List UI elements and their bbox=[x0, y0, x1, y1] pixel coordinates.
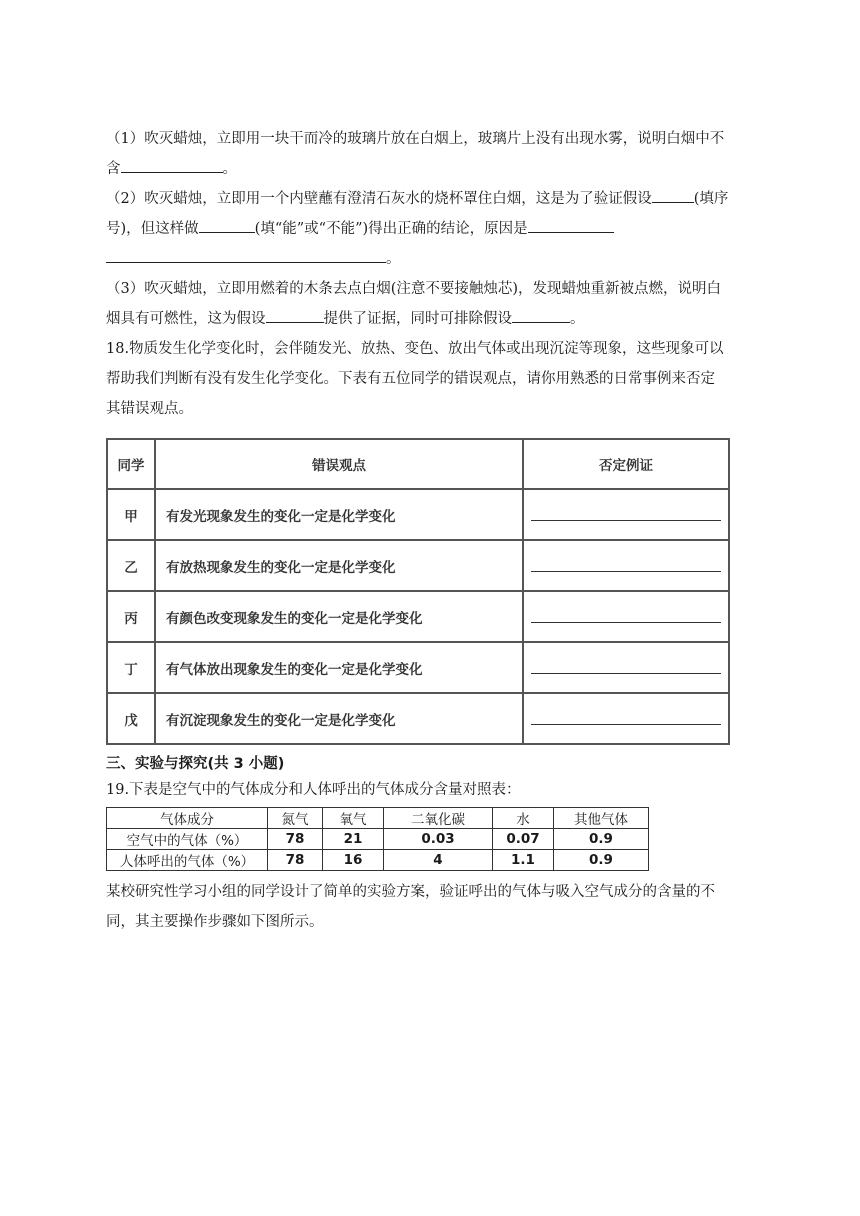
student-name: 丁 bbox=[107, 642, 155, 693]
cell-value: 78 bbox=[268, 829, 323, 850]
counter-example-cell bbox=[523, 489, 729, 540]
q19-text: 某校研究性学习小组的同学设计了简单的实验方案，验证呼出的气体与吸入空气成分的含量的不 bbox=[106, 884, 715, 900]
table-row bbox=[107, 850, 649, 871]
section-heading: 三、实验与探究(共 3 小题) bbox=[106, 756, 285, 772]
column-header: 否定例证 bbox=[523, 439, 729, 489]
counter-example-cell bbox=[523, 642, 729, 693]
cell-value: 0.07 bbox=[493, 829, 554, 850]
table-header-row bbox=[107, 439, 729, 489]
table-row bbox=[107, 540, 729, 591]
cell-value: 0.9 bbox=[554, 850, 649, 871]
answer-blank[interactable] bbox=[531, 657, 721, 674]
q19-intro: 19.下表是空气中的气体成分和人体呼出的气体成分含量对照表： bbox=[106, 782, 521, 798]
answer-blank[interactable] bbox=[528, 218, 614, 233]
table-row bbox=[107, 642, 729, 693]
q1-line-1: （1）吹灭蜡烛，立即用一块干而冷的玻璃片放在白烟上，玻璃片上没有出现水雾，说明白烟中不 bbox=[106, 131, 725, 147]
gas-composition-table bbox=[106, 807, 649, 871]
table-row bbox=[107, 591, 729, 642]
column-header: 同学 bbox=[107, 439, 155, 489]
answer-blank[interactable] bbox=[512, 308, 570, 323]
column-header: 气体成分 bbox=[107, 808, 268, 829]
wrong-view: 有颜色改变现象发生的变化一定是化学变化 bbox=[155, 591, 523, 642]
q3-line-1: （3）吹灭蜡烛，立即用燃着的木条去点白烟(注意不要接触烛芯)，发现蜡烛重新被点燃，说明白 bbox=[106, 281, 722, 297]
row-label: 人体呼出的气体（%） bbox=[107, 850, 268, 871]
q18-text: 18.物质发生化学变化时，会伴随发光、放热、变色、放出气体或出现沉淀等现象，这些现象可以 bbox=[106, 341, 724, 357]
opinions-table bbox=[106, 438, 730, 745]
counter-example-cell bbox=[523, 540, 729, 591]
cell-value: 1.1 bbox=[493, 850, 554, 871]
q2-line-3: 。 bbox=[106, 244, 758, 274]
answer-blank[interactable] bbox=[531, 606, 721, 623]
cell-value: 21 bbox=[323, 829, 384, 850]
column-header: 其他气体 bbox=[554, 808, 649, 829]
answer-blank[interactable] bbox=[106, 248, 386, 263]
answer-blank[interactable] bbox=[531, 555, 721, 572]
counter-example-cell bbox=[523, 693, 729, 744]
wrong-view: 有沉淀现象发生的变化一定是化学变化 bbox=[155, 693, 523, 744]
column-header: 氧气 bbox=[323, 808, 384, 829]
column-header: 水 bbox=[493, 808, 554, 829]
counter-example-cell bbox=[523, 591, 729, 642]
student-name: 丙 bbox=[107, 591, 155, 642]
student-name: 乙 bbox=[107, 540, 155, 591]
cell-value: 78 bbox=[268, 850, 323, 871]
table-header-row bbox=[107, 808, 649, 829]
answer-blank[interactable] bbox=[531, 504, 721, 521]
table-row bbox=[107, 693, 729, 744]
q3-line-2: 烟具有可燃性，这为假设 提供了证据，同时可排除假设 。 bbox=[106, 304, 758, 334]
table-row bbox=[107, 829, 649, 850]
column-header: 氮气 bbox=[268, 808, 323, 829]
answer-blank[interactable] bbox=[531, 708, 721, 725]
q2-line-1: （2）吹灭蜡烛，立即用一个内壁蘸有澄清石灰水的烧杯罩住白烟，这是为了验证假设 (填序 bbox=[106, 184, 758, 214]
column-header: 错误观点 bbox=[155, 439, 523, 489]
cell-value: 0.03 bbox=[384, 829, 493, 850]
student-name: 甲 bbox=[107, 489, 155, 540]
cell-value: 4 bbox=[384, 850, 493, 871]
answer-blank[interactable] bbox=[199, 218, 255, 233]
table-row bbox=[107, 489, 729, 540]
answer-blank[interactable] bbox=[266, 308, 324, 323]
q18-text: 帮助我们判断有没有发生化学变化。下表有五位同学的错误观点，请你用熟悉的日常事例来否定 bbox=[106, 371, 715, 387]
row-label: 空气中的气体（%） bbox=[107, 829, 268, 850]
document-page bbox=[106, 124, 758, 937]
wrong-view: 有气体放出现象发生的变化一定是化学变化 bbox=[155, 642, 523, 693]
q18-text: 其错误观点。 bbox=[106, 401, 193, 417]
student-name: 戊 bbox=[107, 693, 155, 744]
column-header: 二氧化碳 bbox=[384, 808, 493, 829]
answer-blank[interactable] bbox=[121, 158, 223, 173]
answer-blank[interactable] bbox=[652, 188, 694, 203]
cell-value: 0.9 bbox=[554, 829, 649, 850]
q2-line-2: 号)，但这样做 (填“能”或“不能”)得出正确的结论，原因是 bbox=[106, 214, 758, 244]
q1-line-2: 含 。 bbox=[106, 154, 758, 184]
wrong-view: 有发光现象发生的变化一定是化学变化 bbox=[155, 489, 523, 540]
q19-text: 同，其主要操作步骤如下图所示。 bbox=[106, 914, 324, 930]
cell-value: 16 bbox=[323, 850, 384, 871]
wrong-view: 有放热现象发生的变化一定是化学变化 bbox=[155, 540, 523, 591]
